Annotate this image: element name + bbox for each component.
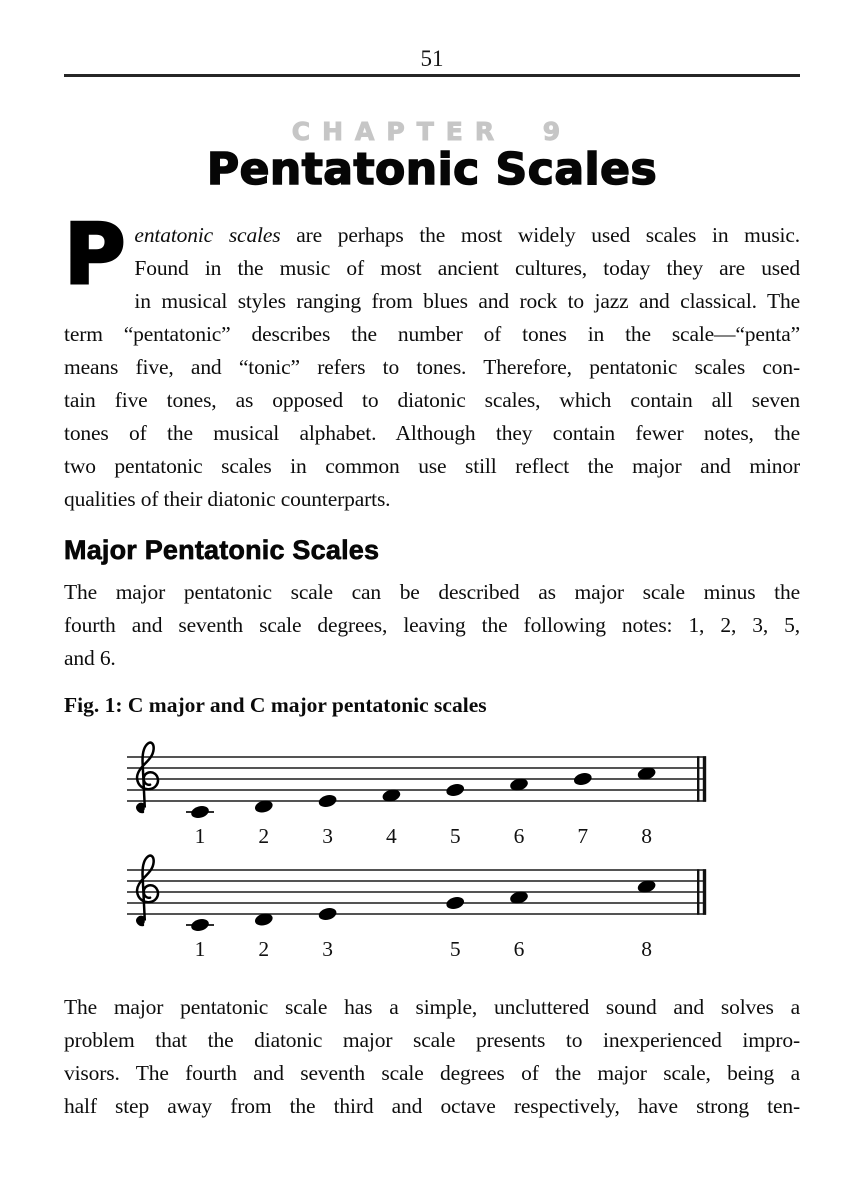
chapter-kicker: CHAPTER 9 (291, 117, 573, 146)
intro-paragraph (64, 205, 801, 516)
text-line: means five, and “tonic” refers to tones. Therefore, pentatonic scales con- (64, 355, 800, 379)
text-line: The major pentatonic scale has a simple, uncluttered sound and solves a (64, 995, 800, 1019)
text-line: and 6. (64, 646, 116, 670)
intro-first-line (64, 219, 800, 252)
notehead (445, 782, 465, 798)
scale-degree-label: 8 (641, 937, 652, 961)
header-rule (64, 74, 800, 77)
scale-degree-label: 8 (641, 824, 652, 848)
text-line: tain five tones, as opposed to diatonic scales, which contain all seven (64, 388, 800, 412)
scale-degree-label: 3 (322, 937, 333, 961)
clef-ball (138, 805, 145, 812)
scale-degree-label: 6 (513, 937, 525, 961)
text-line: Found in the music of most ancient cultures, today they are used (134, 256, 800, 280)
figure-caption: Fig. 1: C major and C major pentatonic scales (64, 693, 487, 717)
notehead (573, 771, 593, 787)
clef-ball (138, 918, 145, 925)
scale-degree-label: 1 (194, 824, 206, 848)
text-line: tones of the musical alphabet. Although they contain fewer notes, the (64, 421, 800, 445)
scale-degree-label: 5 (449, 937, 461, 961)
lead-italic-phrase: entatonic scales (134, 223, 281, 247)
staff-svg (127, 852, 709, 963)
scale-degree-label: 1 (194, 937, 206, 961)
double-barline (703, 869, 706, 915)
intro-lines (64, 252, 800, 516)
double-barline (703, 756, 706, 802)
scale-degree-label: 2 (258, 937, 270, 961)
text-line: in musical styles ranging from blues and rock to jazz and classical. The (134, 289, 800, 313)
outro-paragraph (64, 991, 800, 1123)
text-line: The major pentatonic scale can be described as major scale minus the (64, 580, 800, 604)
notehead (190, 917, 210, 933)
scale-degree-label: 7 (577, 824, 589, 848)
scale-degree-label: 3 (322, 824, 333, 848)
chapter-title: Pentatonic Scales (206, 144, 658, 195)
scale-degree-label: 5 (449, 824, 461, 848)
double-barline (697, 869, 699, 915)
notehead (445, 895, 465, 911)
scale-degree-label: 6 (513, 824, 525, 848)
staff-svg (127, 739, 709, 850)
notehead (317, 793, 337, 809)
text-line: half step away from the third and octave respectively, have strong ten- (64, 1094, 800, 1118)
scale-degree-label: 2 (258, 824, 270, 848)
page-number: 51 (420, 46, 444, 71)
double-barline (697, 756, 699, 802)
section-paragraph (64, 576, 800, 675)
lead-rest: are perhaps the most widely used scales in music. (280, 223, 801, 247)
text-line: fourth and seventh scale degrees, leaving the following notes: 1, 2, 3, 5, (64, 613, 800, 637)
scale-degree-label: 4 (386, 824, 397, 848)
text-line: visors. The fourth and seventh scale degrees of the major scale, being a (64, 1061, 800, 1085)
stave-c-major-scale (127, 739, 800, 855)
notehead (317, 906, 337, 922)
text-line: term “pentatonic” describes the number of tones in the scale—“penta” (64, 322, 800, 346)
text-line: qualities of their diatonic counterparts. (64, 487, 391, 511)
stave-c-major-pentatonic-scale (127, 852, 800, 968)
music-figure (127, 739, 800, 968)
section-heading: Major Pentatonic Scales (64, 535, 380, 565)
text-line: problem that the diatonic major scale presents to inexperienced impro- (64, 1028, 800, 1052)
text-line: two pentatonic scales in common use still reflect the major and minor (64, 454, 800, 478)
notehead (190, 804, 210, 820)
drop-cap: P (64, 205, 126, 303)
